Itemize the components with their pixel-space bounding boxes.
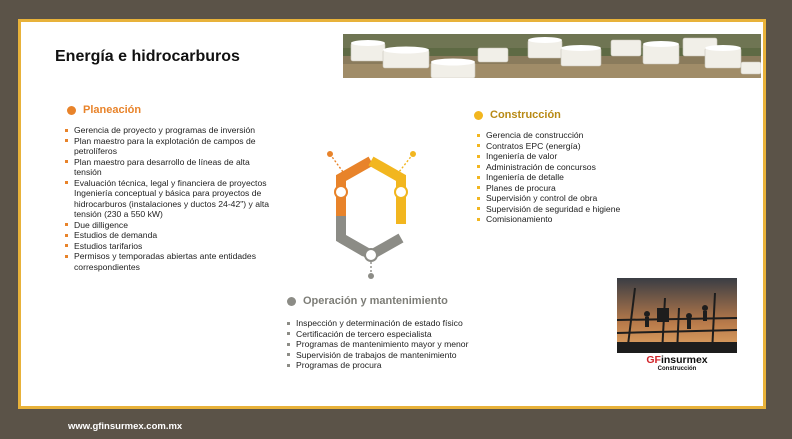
planeacion-heading	[67, 104, 141, 116]
planeacion-title: Planeación	[83, 104, 142, 116]
construccion-heading	[474, 109, 561, 121]
list-item: Ingeniería de detalle	[477, 172, 687, 183]
slide-title: Energía e hidrocarburos	[55, 48, 240, 65]
list-item: Comisionamiento	[477, 214, 687, 225]
list-item: Planes de procura	[477, 183, 687, 194]
list-item: Permisos y temporadas abiertas ante entidades correspondientes	[65, 251, 275, 272]
construccion-title: Construcción	[490, 109, 561, 121]
operacion-dot-icon	[287, 297, 296, 306]
construction-photo	[617, 278, 737, 353]
logo-brand: GFinsurmex	[646, 354, 708, 366]
list-item: Programas de mantenimiento mayor y menor	[287, 339, 507, 350]
list-item: Certificación de tercero especialista	[287, 329, 507, 340]
list-item: Ingeniería de valor	[477, 151, 687, 162]
company-logo	[617, 278, 737, 378]
logo-subtitle: Construcción	[657, 366, 697, 372]
planeacion-list	[65, 125, 275, 272]
planeacion-node-icon	[327, 151, 333, 157]
list-item: Plan maestro para desarrollo de líneas de alta tensión	[65, 157, 275, 178]
oil-tanks-photo	[343, 34, 761, 78]
list-item: Supervisión y control de obra	[477, 193, 687, 204]
list-item: Plan maestro para la explotación de campos de petrolíferos	[65, 136, 275, 157]
operacion-heading	[287, 295, 448, 307]
list-item: Programas de procura	[287, 360, 507, 371]
operacion-node-icon	[368, 273, 374, 279]
list-item: Gerencia de proyecto y programas de inversión	[65, 125, 275, 136]
footer-url[interactable]: www.gfinsurmex.com.mx	[68, 421, 183, 432]
slide	[18, 19, 766, 409]
process-cycle-diagram	[305, 144, 435, 284]
list-item: Gerencia de construcción	[477, 130, 687, 141]
construccion-node-icon	[410, 151, 416, 157]
list-item: Evaluación técnica, legal y financiera de proyectos Ingeniería conceptual y básica para proyectos de hidrocarburos (instalaciones y ductos 24-42") y alta tensión (230 a 550 kW)	[65, 178, 275, 220]
construccion-dot-icon	[474, 111, 483, 120]
list-item: Contratos EPC (energía)	[477, 141, 687, 152]
operacion-title: Operación y mantenimiento	[303, 295, 448, 307]
construccion-list	[477, 130, 687, 225]
list-item: Due dilligence	[65, 220, 275, 231]
list-item: Supervisión de seguridad e higiene	[477, 204, 687, 215]
list-item: Estudios tarifarios	[65, 241, 275, 252]
list-item: Estudios de demanda	[65, 230, 275, 241]
list-item: Inspección y determinación de estado físico	[287, 318, 507, 329]
operacion-list	[287, 318, 507, 371]
planeacion-dot-icon	[67, 106, 76, 115]
list-item: Administración de concursos	[477, 162, 687, 173]
list-item: Supervisión de trabajos de mantenimiento	[287, 350, 507, 361]
